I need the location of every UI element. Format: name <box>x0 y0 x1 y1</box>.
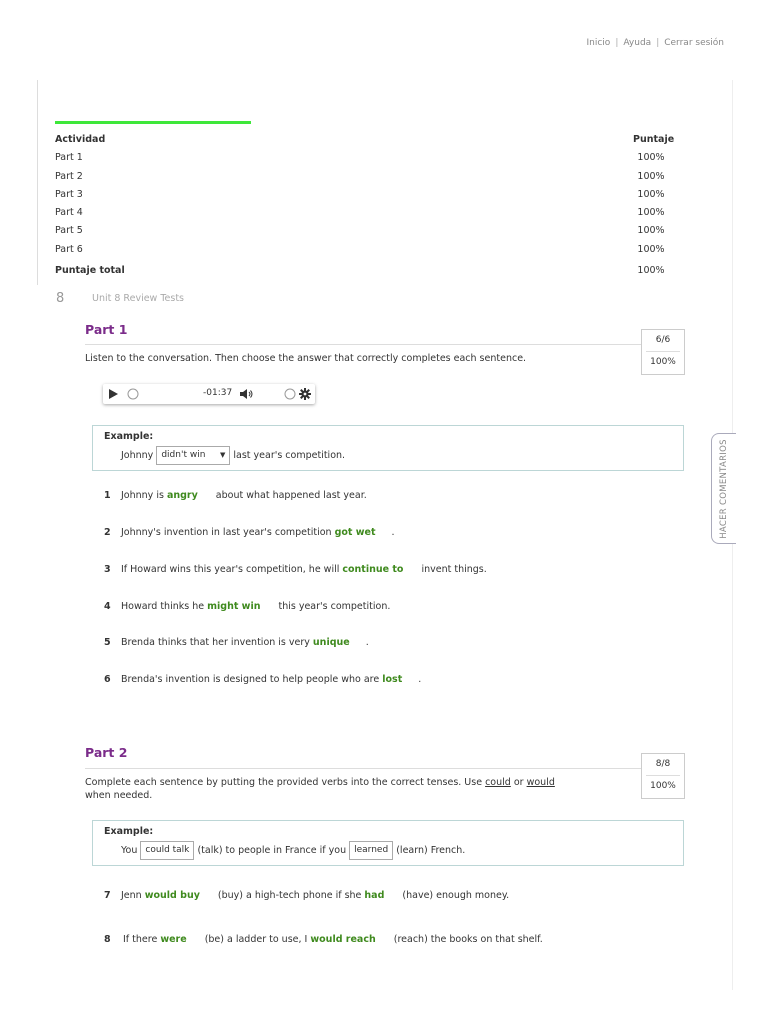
part2-title: Part 2 <box>85 745 128 760</box>
top-nav <box>587 38 725 48</box>
question-text-after: this year's competition. <box>278 601 391 612</box>
activity-name: Part 2 <box>55 170 83 182</box>
answer-text: would buy <box>144 890 200 901</box>
instruction-keyword-could: could <box>485 777 511 788</box>
part2-instructions <box>85 776 635 802</box>
question-text-after: . <box>391 527 395 538</box>
answer-text: might win <box>207 601 261 612</box>
unit-title: Unit 8 Review Tests <box>92 293 184 304</box>
help-link[interactable]: Ayuda <box>623 38 652 48</box>
example-text: (learn) French. <box>396 845 466 856</box>
answer-text: angry <box>166 490 198 501</box>
activity-name: Part 3 <box>55 188 83 200</box>
instruction-text: Complete each sentence by putting the provided verbs into the correct tenses. Use <box>85 777 486 788</box>
example-text: You <box>121 845 138 856</box>
logout-link[interactable]: Cerrar sesión <box>664 38 724 48</box>
activity-name: Part 1 <box>55 152 83 164</box>
separator: | <box>615 38 619 48</box>
part2-divider <box>85 768 641 769</box>
gear-icon[interactable] <box>299 388 311 400</box>
activity-name: Part 6 <box>55 243 83 255</box>
part1-instructions: Listen to the conversation. Then choose the answer that correctly completes each sentence. <box>85 353 527 364</box>
part1-score-box <box>641 329 685 375</box>
part2-score-fraction: 8/8 <box>646 754 680 776</box>
question-number: 2 <box>104 527 111 538</box>
total-label: Puntaje total <box>55 265 125 277</box>
example-text-after: last year's competition. <box>233 450 346 461</box>
example-dropdown[interactable] <box>156 446 230 465</box>
question-text: (have) enough money. <box>402 890 510 901</box>
play-icon[interactable] <box>108 389 118 399</box>
example-dropdown-value: didn't win <box>161 450 206 460</box>
time-remaining: -01:37 <box>203 388 233 398</box>
summary-row <box>55 241 675 259</box>
example-sentence <box>121 841 465 860</box>
instruction-keyword-would: would <box>526 777 555 788</box>
feedback-tab-label: HACER COMENTARIOS <box>719 438 729 539</box>
activity-score: 100% <box>637 170 665 182</box>
question-text: If Howard wins this year's competition, he will <box>121 564 343 575</box>
question-number: 1 <box>104 490 111 501</box>
question-text: Jenn <box>121 890 145 901</box>
question-number: 6 <box>104 674 111 685</box>
unit-number: 8 <box>56 291 65 306</box>
question-text-after: about what happened last year. <box>215 490 367 501</box>
answer-text: continue to <box>342 564 404 575</box>
example-sentence <box>121 446 345 465</box>
activity-header: Actividad <box>55 134 106 145</box>
total-score: 100% <box>637 265 665 277</box>
question-number: 5 <box>104 637 111 648</box>
summary-row <box>55 204 675 222</box>
question-text: Johnny's invention in last year's competition <box>121 527 335 538</box>
question-number: 7 <box>104 890 111 901</box>
question-text: If there <box>123 934 161 945</box>
part1-title: Part 1 <box>85 322 128 337</box>
question-text-after: . <box>365 637 369 648</box>
summary-header <box>55 131 675 149</box>
activity-name: Part 5 <box>55 225 83 237</box>
activity-score: 100% <box>637 225 665 237</box>
activity-name: Part 4 <box>55 207 83 219</box>
part2-score-percent: 100% <box>650 781 676 791</box>
activity-score: 100% <box>637 188 665 200</box>
volume-handle-icon[interactable] <box>284 388 296 400</box>
example-label: Example: <box>104 431 154 442</box>
progress-accent-bar <box>55 121 251 124</box>
answer-text: lost <box>382 674 403 685</box>
question-text-after: invent things. <box>421 564 487 575</box>
question-number: 4 <box>104 601 111 612</box>
question-text: (reach) the books on that shelf. <box>393 934 543 945</box>
part2-example-box <box>92 820 684 866</box>
question-text: Howard thinks he <box>121 601 208 612</box>
answer-text: would reach <box>310 934 376 945</box>
example-label: Example: <box>104 826 154 837</box>
part1-divider <box>85 344 641 345</box>
question-number: 3 <box>104 564 111 575</box>
part1-score-fraction: 6/6 <box>646 330 680 352</box>
audio-player <box>103 384 315 404</box>
example-text-before: Johnny <box>121 450 154 461</box>
example-text: (talk) to people in France if you <box>197 845 347 856</box>
question-text: (buy) a high-tech phone if she <box>217 890 365 901</box>
summary-row <box>55 186 675 204</box>
feedback-tab[interactable] <box>711 433 736 544</box>
question-text: Brenda thinks that her invention is very <box>121 637 313 648</box>
separator: | <box>656 38 660 48</box>
example-input-1[interactable]: could talk <box>140 841 194 860</box>
question-number: 8 <box>104 934 111 945</box>
answer-text: got wet <box>334 527 376 538</box>
summary-row <box>55 149 675 167</box>
answer-text: were <box>160 934 187 945</box>
activity-score: 100% <box>637 207 665 219</box>
home-link[interactable]: Inicio <box>586 38 611 48</box>
activity-score: 100% <box>637 152 665 164</box>
answer-text: had <box>364 890 385 901</box>
activity-score: 100% <box>637 243 665 255</box>
panel-left-border <box>37 80 38 285</box>
part1-score-percent: 100% <box>650 357 676 367</box>
question-text: Brenda's invention is designed to help people who are <box>121 674 383 685</box>
part1-example-box <box>92 425 684 471</box>
instruction-text: or <box>510 777 527 788</box>
chevron-down-icon: ▼ <box>219 451 226 459</box>
summary-row <box>55 222 675 240</box>
question-text-after: . <box>418 674 422 685</box>
instruction-text: when needed. <box>85 790 153 801</box>
volume-icon[interactable] <box>240 389 253 399</box>
question-text: (be) a ladder to use, I <box>204 934 311 945</box>
seek-handle-icon[interactable] <box>127 388 139 400</box>
summary-row <box>55 168 675 186</box>
example-input-2[interactable]: learned <box>349 841 393 860</box>
question-text: Johnny is <box>121 490 167 501</box>
part2-score-box <box>641 753 685 799</box>
score-header: Puntaje <box>633 134 675 145</box>
score-summary-table <box>55 131 675 280</box>
answer-text: unique <box>312 637 350 648</box>
summary-total-row <box>55 262 675 280</box>
